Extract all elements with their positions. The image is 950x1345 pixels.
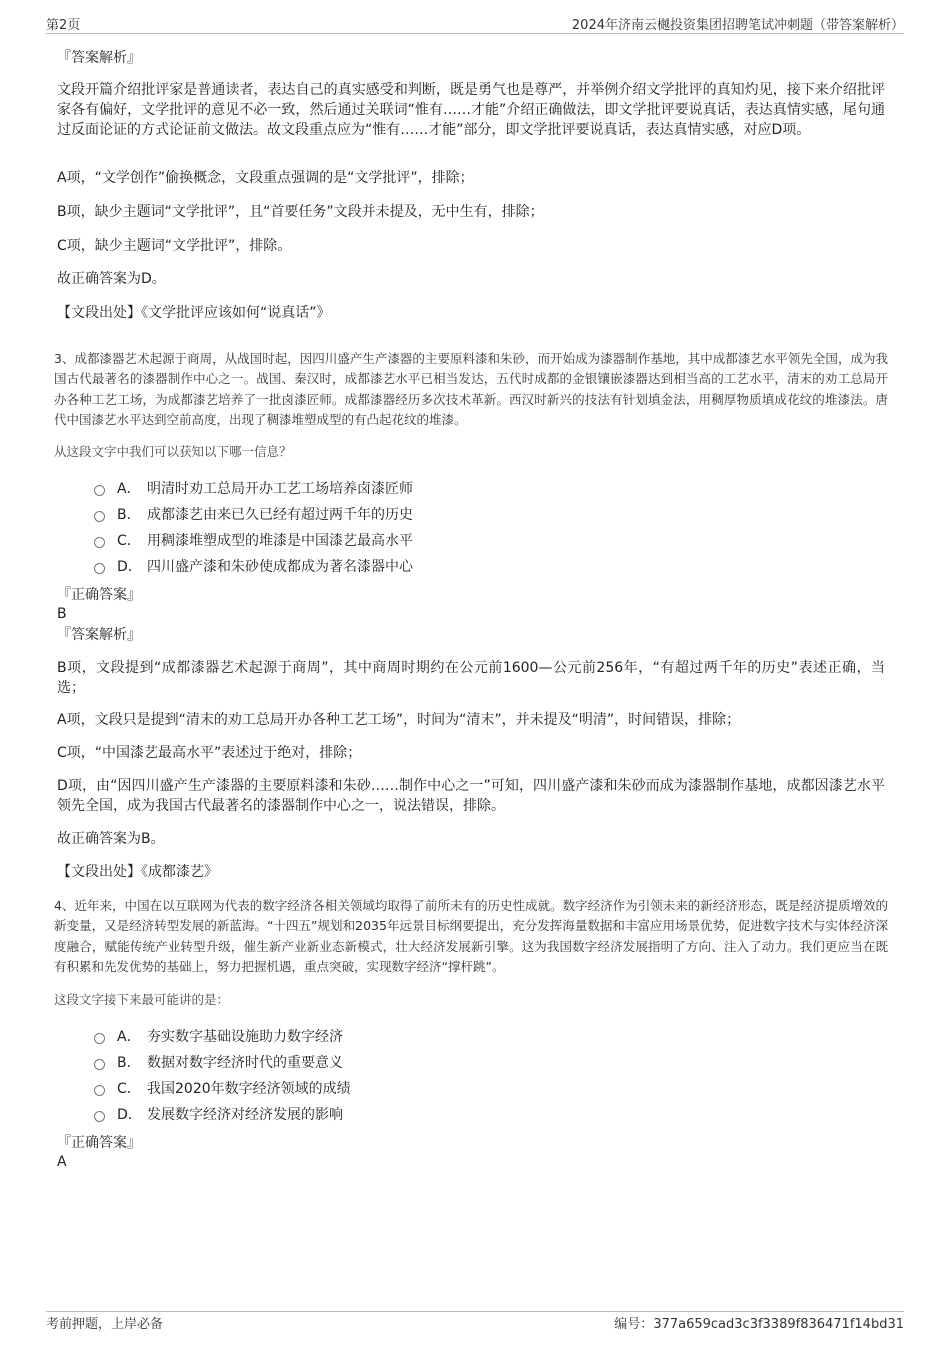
question-3-options xyxy=(94,476,413,580)
analysis-paragraph: 文段开篇介绍批评家是普通读者，表达自己的真实感受和判断，既是勇气也是尊严，并举例介绍文学批评的真知灼见，接下来介绍批评家各有偏好，文学批评的意见不必一致，然后通过关联词“惟有……才能”介绍正确做法，即文学批评要说真话，表达真情实感，尾句通过反面论证的方式论证前文做法。故文段重点应为“惟有……才能”部分，即文学批评要说真话，表达真情实感，对应D项。 xyxy=(57,82,885,138)
option-a[interactable] xyxy=(94,476,413,502)
question-4-text: 4、近年来，中国在以互联网为代表的数字经济各相关领域均取得了前所未有的历史性成就。数字经济作为引领未来的新经济形态，既是经济提质增效的新变量，又是经济转型发展的新蓝海。“十四五”规划和2035年远景目标纲要提出，充分发挥海量数据和丰富应用场景优势，促进数字技术与实体经济深度融合，赋能传统产业转型升级，催生新产业新业态新模式，壮大经济发展新引擎。这为我国数字经济发展指明了方向、注入了动力。我们更应当在既有积累和先发优势的基础上，努力把握机遇，重点突破，实现数字经济“撑杆跳”。 xyxy=(54,898,888,974)
analysis-option-b: B项，文段提到“成都漆器艺术起源于商周”，其中商周时期约在公元前1600—公元前256年，“有超过两千年的历史”表述正确，当选； xyxy=(57,660,885,696)
page-footer xyxy=(46,1313,904,1331)
footer-divider xyxy=(46,1311,904,1312)
correct-answer-label: 『正确答案』 xyxy=(57,1135,141,1151)
analysis-option-a: A项，文段只是提到“清末的劝工总局开办各种工艺工场”，时间为“清末”，并未提及“明清”，时间错误，排除； xyxy=(57,712,741,728)
correct-answer-label: 『正确答案』 xyxy=(57,587,141,603)
option-text: 用稠漆堆塑成型的堆漆是中国漆艺最高水平 xyxy=(147,533,413,549)
radio-icon[interactable] xyxy=(94,563,105,574)
radio-icon[interactable] xyxy=(94,1059,105,1070)
option-text: 四川盛产漆和朱砂使成都成为著名漆器中心 xyxy=(147,559,413,575)
option-key: B． xyxy=(117,1055,141,1071)
option-text: 数据对数字经济时代的重要意义 xyxy=(147,1055,343,1071)
radio-icon[interactable] xyxy=(94,537,105,548)
option-text: 我国2020年数字经济领域的成绩 xyxy=(147,1081,351,1097)
option-text: 明清时劝工总局开办工艺工场培养卤漆匠师 xyxy=(147,481,413,497)
correct-answer: A xyxy=(57,1154,67,1170)
analysis-option-a: A项，“文学创作”偷换概念，文段重点强调的是“文学批评”，排除； xyxy=(57,170,474,186)
option-key: D． xyxy=(117,559,142,575)
source-label: 【文段出处】 xyxy=(57,864,141,880)
page-number: 第2页 xyxy=(46,18,81,33)
option-text: 成都漆艺由来已久已经有超过两千年的历史 xyxy=(147,507,413,523)
option-key: A． xyxy=(117,481,141,497)
question-3-prompt: 从这段文字中我们可以获知以下哪一信息？ xyxy=(54,444,292,459)
source-title: 《成都漆艺》 xyxy=(141,864,218,880)
radio-icon[interactable] xyxy=(94,511,105,522)
option-c[interactable] xyxy=(94,1076,351,1102)
analysis-label: 『答案解析』 xyxy=(57,627,141,643)
question-4-prompt: 这段文字接下来最可能讲的是： xyxy=(54,992,230,1007)
option-key: C． xyxy=(117,533,141,549)
option-key: C． xyxy=(117,1081,141,1097)
source-line xyxy=(57,862,885,882)
radio-icon[interactable] xyxy=(94,1111,105,1122)
serial-number: 377a659cad3c3f3389f836471f14bd31 xyxy=(653,1317,904,1332)
analysis-conclusion: 故正确答案为B。 xyxy=(57,831,165,847)
analysis-label: 『答案解析』 xyxy=(57,50,141,66)
document-title: 2024年济南云樾投资集团招聘笔试冲刺题（带答案解析） xyxy=(571,18,904,33)
source-title: 《文学批评应该如何“说真话”》 xyxy=(141,305,331,321)
analysis-option-c: C项，缺少主题词“文学批评”，排除。 xyxy=(57,238,292,254)
option-text: 夯实数字基础设施助力数字经济 xyxy=(147,1029,343,1045)
option-text: 发展数字经济对经济发展的影响 xyxy=(147,1107,343,1123)
source-label: 【文段出处】 xyxy=(57,305,141,321)
analysis-conclusion: 故正确答案为D。 xyxy=(57,271,166,287)
question-3-text: 3、成都漆器艺术起源于商周，从战国时起，因四川盛产生产漆器的主要原料漆和朱砂，而开始成为漆器制作基地，其中成都漆艺水平领先全国，成为我国古代最著名的漆器制作中心之一。战国、秦汉时，成都漆艺水平已相当发达，五代时成都的金银镶嵌漆器达到相当高的工艺水平，清末的劝工总局开办各种工艺工场，为成都漆艺培养了一批卤漆匠师。成都漆器经历多次技术革新。西汉时新兴的技法有针划填金法，用稠厚物质填成花纹的堆漆法。唐代中国漆艺水平达到空前高度，出现了稠漆堆塑成型的有凸起花纹的堆漆。 xyxy=(54,351,888,427)
option-d[interactable] xyxy=(94,554,413,580)
option-d[interactable] xyxy=(94,1102,351,1128)
radio-icon[interactable] xyxy=(94,1033,105,1044)
analysis-option-d: D项，由“因四川盛产生产漆器的主要原料漆和朱砂……制作中心之一”可知，四川盛产漆和朱砂而成为漆器制作基地，成都因漆艺水平领先全国，成为我国古代最著名的漆器制作中心之一，说法错误，排除。 xyxy=(57,778,885,814)
radio-icon[interactable] xyxy=(94,485,105,496)
header-divider xyxy=(46,33,904,34)
footer-slogan: 考前押题，上岸必备 xyxy=(46,1317,164,1332)
document-serial xyxy=(614,1313,904,1332)
correct-answer: B xyxy=(57,606,67,622)
option-a[interactable] xyxy=(94,1024,351,1050)
question-4-options xyxy=(94,1024,351,1128)
source-line xyxy=(57,303,885,323)
option-key: A． xyxy=(117,1029,141,1045)
analysis-option-b: B项，缺少主题词“文学批评”，且“首要任务”文段并未提及，无中生有，排除； xyxy=(57,204,544,220)
page-header xyxy=(46,14,904,32)
option-b[interactable] xyxy=(94,502,413,528)
serial-label: 编号： xyxy=(614,1317,654,1332)
radio-icon[interactable] xyxy=(94,1085,105,1096)
option-b[interactable] xyxy=(94,1050,351,1076)
option-key: D． xyxy=(117,1107,142,1123)
option-key: B． xyxy=(117,507,141,523)
analysis-option-c: C项，“中国漆艺最高水平”表述过于绝对，排除； xyxy=(57,745,362,761)
option-c[interactable] xyxy=(94,528,413,554)
